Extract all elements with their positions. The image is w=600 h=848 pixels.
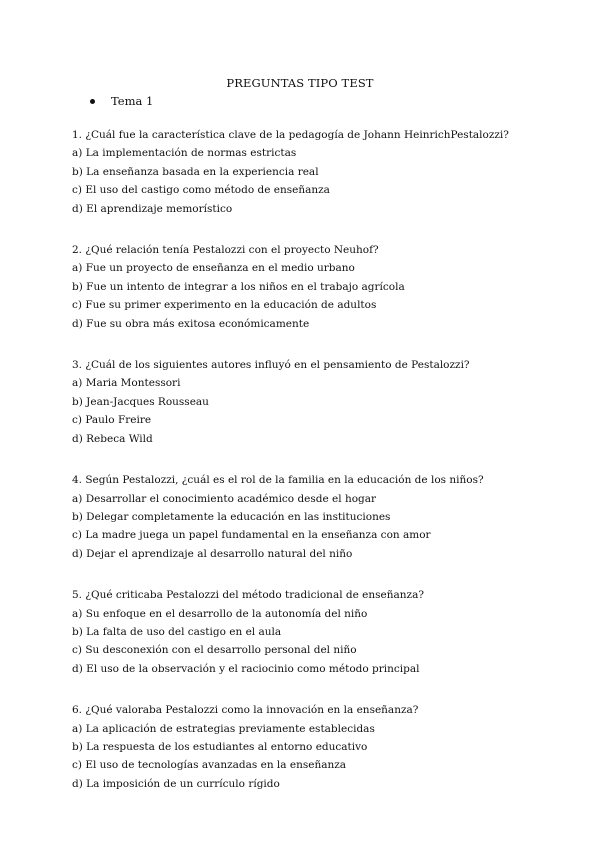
answer-option: d) La imposición de un currículo rígido bbox=[72, 777, 280, 790]
answer-option: c) Su desconexión con el desarrollo personal del niño bbox=[72, 644, 357, 657]
answer-option: d) Dejar el aprendizaje al desarrollo natural del niño bbox=[72, 547, 353, 560]
answer-option: b) Jean-Jacques Rousseau bbox=[72, 395, 209, 408]
question-text: 2. ¿Qué relación tenía Pestalozzi con el proyecto Neuhof? bbox=[72, 244, 379, 257]
question-list bbox=[72, 126, 542, 816]
question-block bbox=[72, 356, 542, 448]
answer-option: a) Fue un proyecto de enseñanza en el medio urbano bbox=[72, 262, 355, 275]
answer-option: b) Delegar completamente la educación en las instituciones bbox=[72, 510, 391, 523]
answer-option: c) El uso de tecnologías avanzadas en la enseñanza bbox=[72, 759, 347, 772]
bullet-dot-icon bbox=[90, 99, 95, 104]
answer-option: c) La madre juega un papel fundamental en la enseñanza con amor bbox=[72, 529, 431, 542]
answer-option: d) Fue su obra más exitosa económicamente bbox=[72, 317, 310, 330]
answer-option: c) El uso del castigo como método de enseñanza bbox=[72, 184, 330, 197]
question-block bbox=[72, 701, 542, 793]
answer-option: b) La enseñanza basada en la experiencia real bbox=[72, 165, 319, 178]
question-text: 4. Según Pestalozzi, ¿cuál es el rol de la familia en la educación de los niños? bbox=[72, 474, 484, 487]
answer-option: b) La respuesta de los estudiantes al entorno educativo bbox=[72, 740, 368, 753]
question-text: 3. ¿Cuál de los siguientes autores influyó en el pensamiento de Pestalozzi? bbox=[72, 359, 470, 372]
question-text: 1. ¿Cuál fue la característica clave de la pedagogía de Johann HeinrichPestalozzi? bbox=[72, 129, 509, 141]
topic-bullet bbox=[90, 94, 153, 108]
answer-option: d) El uso de la observación y el raciocinio como método principal bbox=[72, 662, 420, 675]
answer-option: a) Desarrollar el conocimiento académico desde el hogar bbox=[72, 492, 377, 505]
topic-label: Tema 1 bbox=[111, 94, 154, 108]
answer-option: b) Fue un intento de integrar a los niños en el trabajo agrícola bbox=[72, 280, 405, 293]
question-text: 5. ¿Qué criticaba Pestalozzi del método tradicional de enseñanza? bbox=[72, 589, 424, 602]
page-title: PREGUNTAS TIPO TEST bbox=[226, 76, 374, 90]
answer-option: d) Rebeca Wild bbox=[72, 432, 153, 445]
answer-option: a) La implementación de normas estrictas bbox=[72, 147, 297, 160]
answer-option: b) La falta de uso del castigo en el aula bbox=[72, 625, 282, 638]
answer-option: a) Su enfoque en el desarrollo de la autonomía del niño bbox=[72, 607, 368, 620]
question-block bbox=[72, 126, 542, 218]
answer-option: c) Paulo Freire bbox=[72, 414, 152, 427]
answer-option: d) El aprendizaje memorístico bbox=[72, 202, 233, 215]
answer-option: a) La aplicación de estrategias previamente establecidas bbox=[72, 722, 375, 735]
question-text: 6. ¿Qué valoraba Pestalozzi como la innovación en la enseñanza? bbox=[72, 704, 419, 717]
question-block bbox=[72, 471, 542, 563]
answer-option: c) Fue su primer experimento en la educación de adultos bbox=[72, 299, 377, 312]
question-block bbox=[72, 586, 542, 678]
question-block bbox=[72, 241, 542, 333]
answer-option: a) Maria Montessori bbox=[72, 377, 181, 390]
